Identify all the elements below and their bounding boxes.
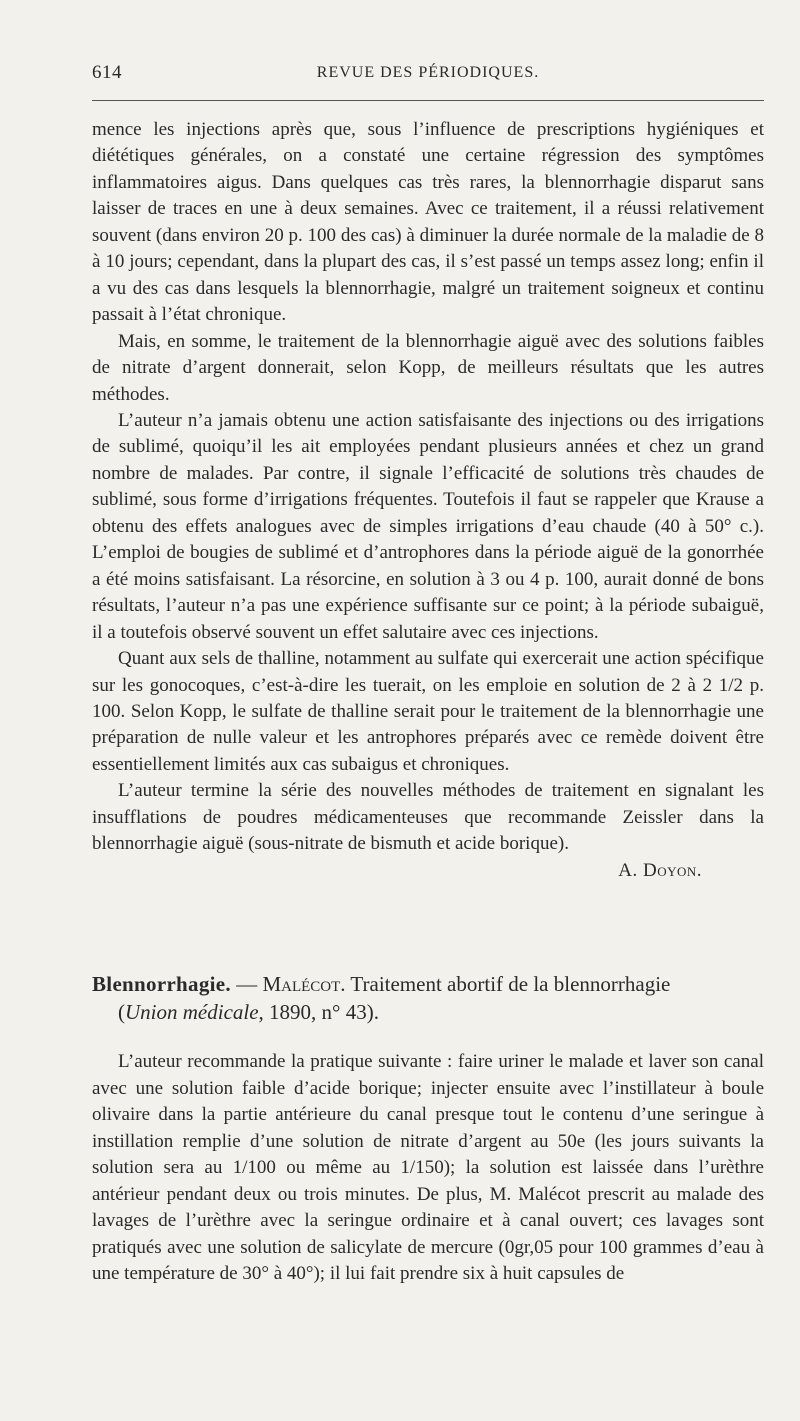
page-header	[92, 62, 764, 90]
ref-details: , 1890, n° 43).	[258, 1000, 379, 1024]
article-subject: Blennorrhagie.	[92, 972, 231, 996]
paragraph: Mais, en somme, le traitement de la blennorrhagie aiguë avec des solutions faibles de nitrate d’argent donnerait, selon Kopp, de meilleurs résultats que les autres méthodes.	[92, 330, 764, 405]
journal-name: Union médicale	[125, 1000, 259, 1024]
previous-article-continuation	[92, 117, 764, 884]
article-author: Malécot.	[262, 972, 346, 996]
paragraph: L’auteur n’a jamais obtenu une action satisfaisante des injections ou des irrigations de sublimé, quoiqu’il les ait employées pendant plusieurs années et chez un grand nombre de malades. Par contre, il signale l’efficacité de solutions très chaudes de sublimé, sous forme d’irrigations fréquentes. Toutefois il faut se rappeler que Krause a obtenu des effets analogues avec de simples irrigations d’eau chaude (40 à 50° c.). L’emploi de bougies de sublimé et d’antrophores dans la période aiguë de la gonorrhée a été moins satisfaisant. La résorcine, en solution à 3 ou 4 p. 100, aurait donné de bons résultats, l’auteur n’a pas une expérience suffisante sur ce point; à la période subaiguë, il a toutefois observé souvent un effet salutaire avec ces injections.	[92, 409, 764, 643]
article-heading	[92, 970, 764, 1026]
paragraph: L’auteur recommande la pratique suivante : faire uriner le malade et laver son canal avec une solution faible d’acide borique; injecter ensuite avec l’instillateur à boule olivaire dans la partie antérieure du canal presque tout le contenu d’une seringue à instillation remplie d’une solution de nitrate d’argent au 50e (les jours suivants la solution sera au 1/100 ou même au 1/150); la solution est laissée dans l’urèthre antérieur pendant deux ou trois minutes. De plus, M. Malécot prescrit au malade des lavages de l’urèthre avec la seringue ordinaire et à canal ouvert; ces lavages sont pratiqués avec une solution de salicylate de mercure (0gr,05 pour 100 grammes d’eau à une température de 30° à 40°); il lui fait prendre six à huit capsules de	[92, 1051, 764, 1285]
paragraph: L’auteur termine la série des nouvelles méthodes de traitement en signalant les insufflations de poudres médicamenteuses que recommande Zeissler dans la blennorrhagie aiguë (sous-nitrate de bismuth et acide borique).	[92, 780, 764, 855]
author-signature: A. Doyon.	[618, 859, 702, 881]
heading-dash: —	[230, 972, 263, 996]
paragraph: Quant aux sels de thalline, notamment au sulfate qui exercerait une action spécifique sur les gonocoques, c’est-à-dire les tuerait, on les emploie en solution de 2 à 2 1/2 p. 100. Selon Kopp, le sulfate de thalline serait pour le traitement de la blennorrhagie une préparation de nulle valeur et les antrophores préparés avec ce remède doivent être essentiellement limités aux cas subaigus et chroniques.	[92, 648, 764, 775]
ref-open: (	[118, 1000, 125, 1024]
page-number: 614	[92, 62, 122, 83]
paragraph: mence les injections après que, sous l’influence de prescriptions hygiéniques et diététiques générales, on a constaté une certaine régression des symptômes inflammatoires aigus. Dans quelques cas très rares, la blennorrhagie disparut sans laisser de traces en une à deux semaines. Avec ce traitement, il a réussi relativement souvent (dans environ 20 p. 100 des cas) à diminuer la durée normale de la maladie de 8 à 10 jours; cependant, dans la plupart des cas, il s’est passé un temps assez long; enfin il a vu des cas dans lesquels la blennorrhagie, malgré un traitement soigneux et continu passait à l’état chronique.	[92, 119, 764, 326]
article-reference	[92, 998, 764, 1026]
article-title: Traitement abortif de la blennorrhagie	[345, 972, 671, 996]
running-title: REVUE DES PÉRIODIQUES.	[316, 64, 540, 81]
header-rule	[92, 100, 764, 101]
article-body	[92, 1049, 764, 1288]
